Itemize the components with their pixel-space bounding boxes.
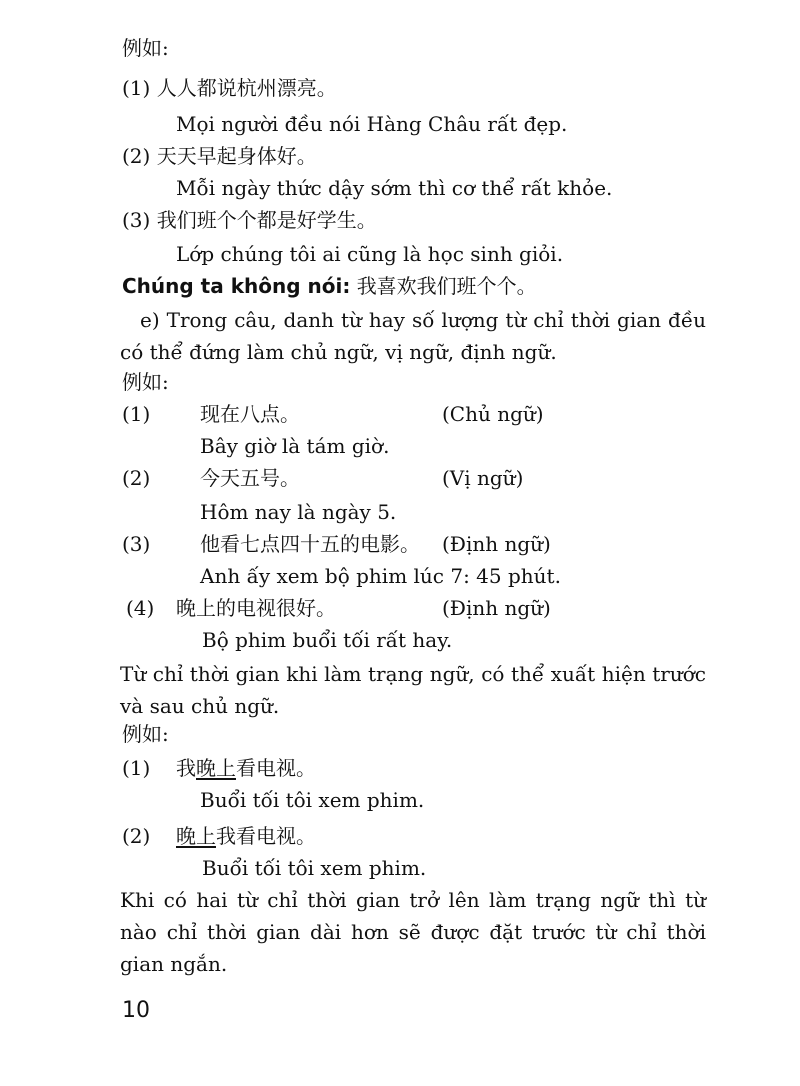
chinese-sentence: 今天五号。 bbox=[200, 466, 300, 490]
underlined-time-word: 晚上 bbox=[196, 756, 236, 780]
underlined-time-word: 晚上 bbox=[176, 824, 216, 848]
note-label: Chúng ta không nói: bbox=[122, 274, 351, 298]
paragraph-e: e) Trong câu, danh từ hay số lượng từ chỉ thời gian đều có thể đứng làm chủ ngữ, vị ngữ, định ngữ. bbox=[120, 308, 706, 364]
vietnamese-translation: Bộ phim buổi tối rất hay. bbox=[202, 628, 453, 652]
page-number: 10 bbox=[122, 998, 150, 1023]
sentence-part: 看电视。 bbox=[236, 756, 316, 780]
example-label: 例如: bbox=[122, 722, 169, 746]
example-item-1 bbox=[122, 74, 337, 102]
item-number: (4) bbox=[126, 596, 155, 620]
grammar-role: (Vị ngữ) bbox=[442, 466, 524, 490]
sentence-part: 我看电视。 bbox=[216, 824, 316, 848]
chinese-sentence: 天天早起身体好。 bbox=[156, 144, 317, 168]
note-line bbox=[122, 272, 537, 300]
grammar-role: (Định ngữ) bbox=[442, 532, 551, 556]
item-number: (3) bbox=[122, 532, 151, 556]
vietnamese-translation: Anh ấy xem bộ phim lúc 7: 45 phút. bbox=[200, 564, 561, 588]
item-number: (1) bbox=[122, 756, 151, 780]
vietnamese-translation: Lớp chúng tôi ai cũng là học sinh giỏi. bbox=[176, 242, 564, 266]
item-number: (2) bbox=[122, 824, 151, 848]
chinese-sentence bbox=[176, 754, 316, 782]
vietnamese-translation: Mỗi ngày thức dậy sớm thì cơ thể rất khỏe. bbox=[176, 176, 613, 200]
vietnamese-translation: Bây giờ là tám giờ. bbox=[200, 434, 390, 458]
vietnamese-translation: Buổi tối tôi xem phim. bbox=[202, 856, 427, 880]
example-item-2 bbox=[122, 142, 317, 170]
example-label: 例如: bbox=[122, 370, 169, 394]
grammar-role: (Định ngữ) bbox=[442, 596, 551, 620]
item-number: (2) bbox=[122, 466, 151, 490]
example-item-3 bbox=[122, 206, 377, 234]
chinese-sentence: 人人都说杭州漂亮。 bbox=[156, 76, 337, 100]
sentence-part: 我 bbox=[176, 756, 196, 780]
note-chinese: 我喜欢我们班个个。 bbox=[356, 274, 537, 298]
vietnamese-translation: Mọi người đều nói Hàng Châu rất đẹp. bbox=[176, 112, 568, 136]
item-number: (1) bbox=[122, 76, 151, 100]
chinese-sentence: 我们班个个都是好学生。 bbox=[156, 208, 377, 232]
vietnamese-translation: Buổi tối tôi xem phim. bbox=[200, 788, 425, 812]
paragraph-final: Khi có hai từ chỉ thời gian trở lên làm trạng ngữ thì từ nào chỉ thời gian dài hơn sẽ được đặt trước từ chỉ thời gian ngắn. bbox=[120, 888, 706, 976]
paragraph-time-adverbial: Từ chỉ thời gian khi làm trạng ngữ, có thể xuất hiện trước và sau chủ ngữ. bbox=[120, 662, 706, 718]
grammar-role: (Chủ ngữ) bbox=[442, 402, 544, 426]
item-number: (3) bbox=[122, 208, 151, 232]
vietnamese-translation: Hôm nay là ngày 5. bbox=[200, 500, 397, 524]
chinese-sentence: 他看七点四十五的电影。 bbox=[200, 532, 420, 556]
chinese-sentence: 现在八点。 bbox=[200, 402, 300, 426]
chinese-sentence bbox=[176, 822, 316, 850]
example-label: 例如: bbox=[122, 36, 169, 60]
item-number: (2) bbox=[122, 144, 151, 168]
item-number: (1) bbox=[122, 402, 151, 426]
chinese-sentence: 晚上的电视很好。 bbox=[176, 596, 336, 620]
